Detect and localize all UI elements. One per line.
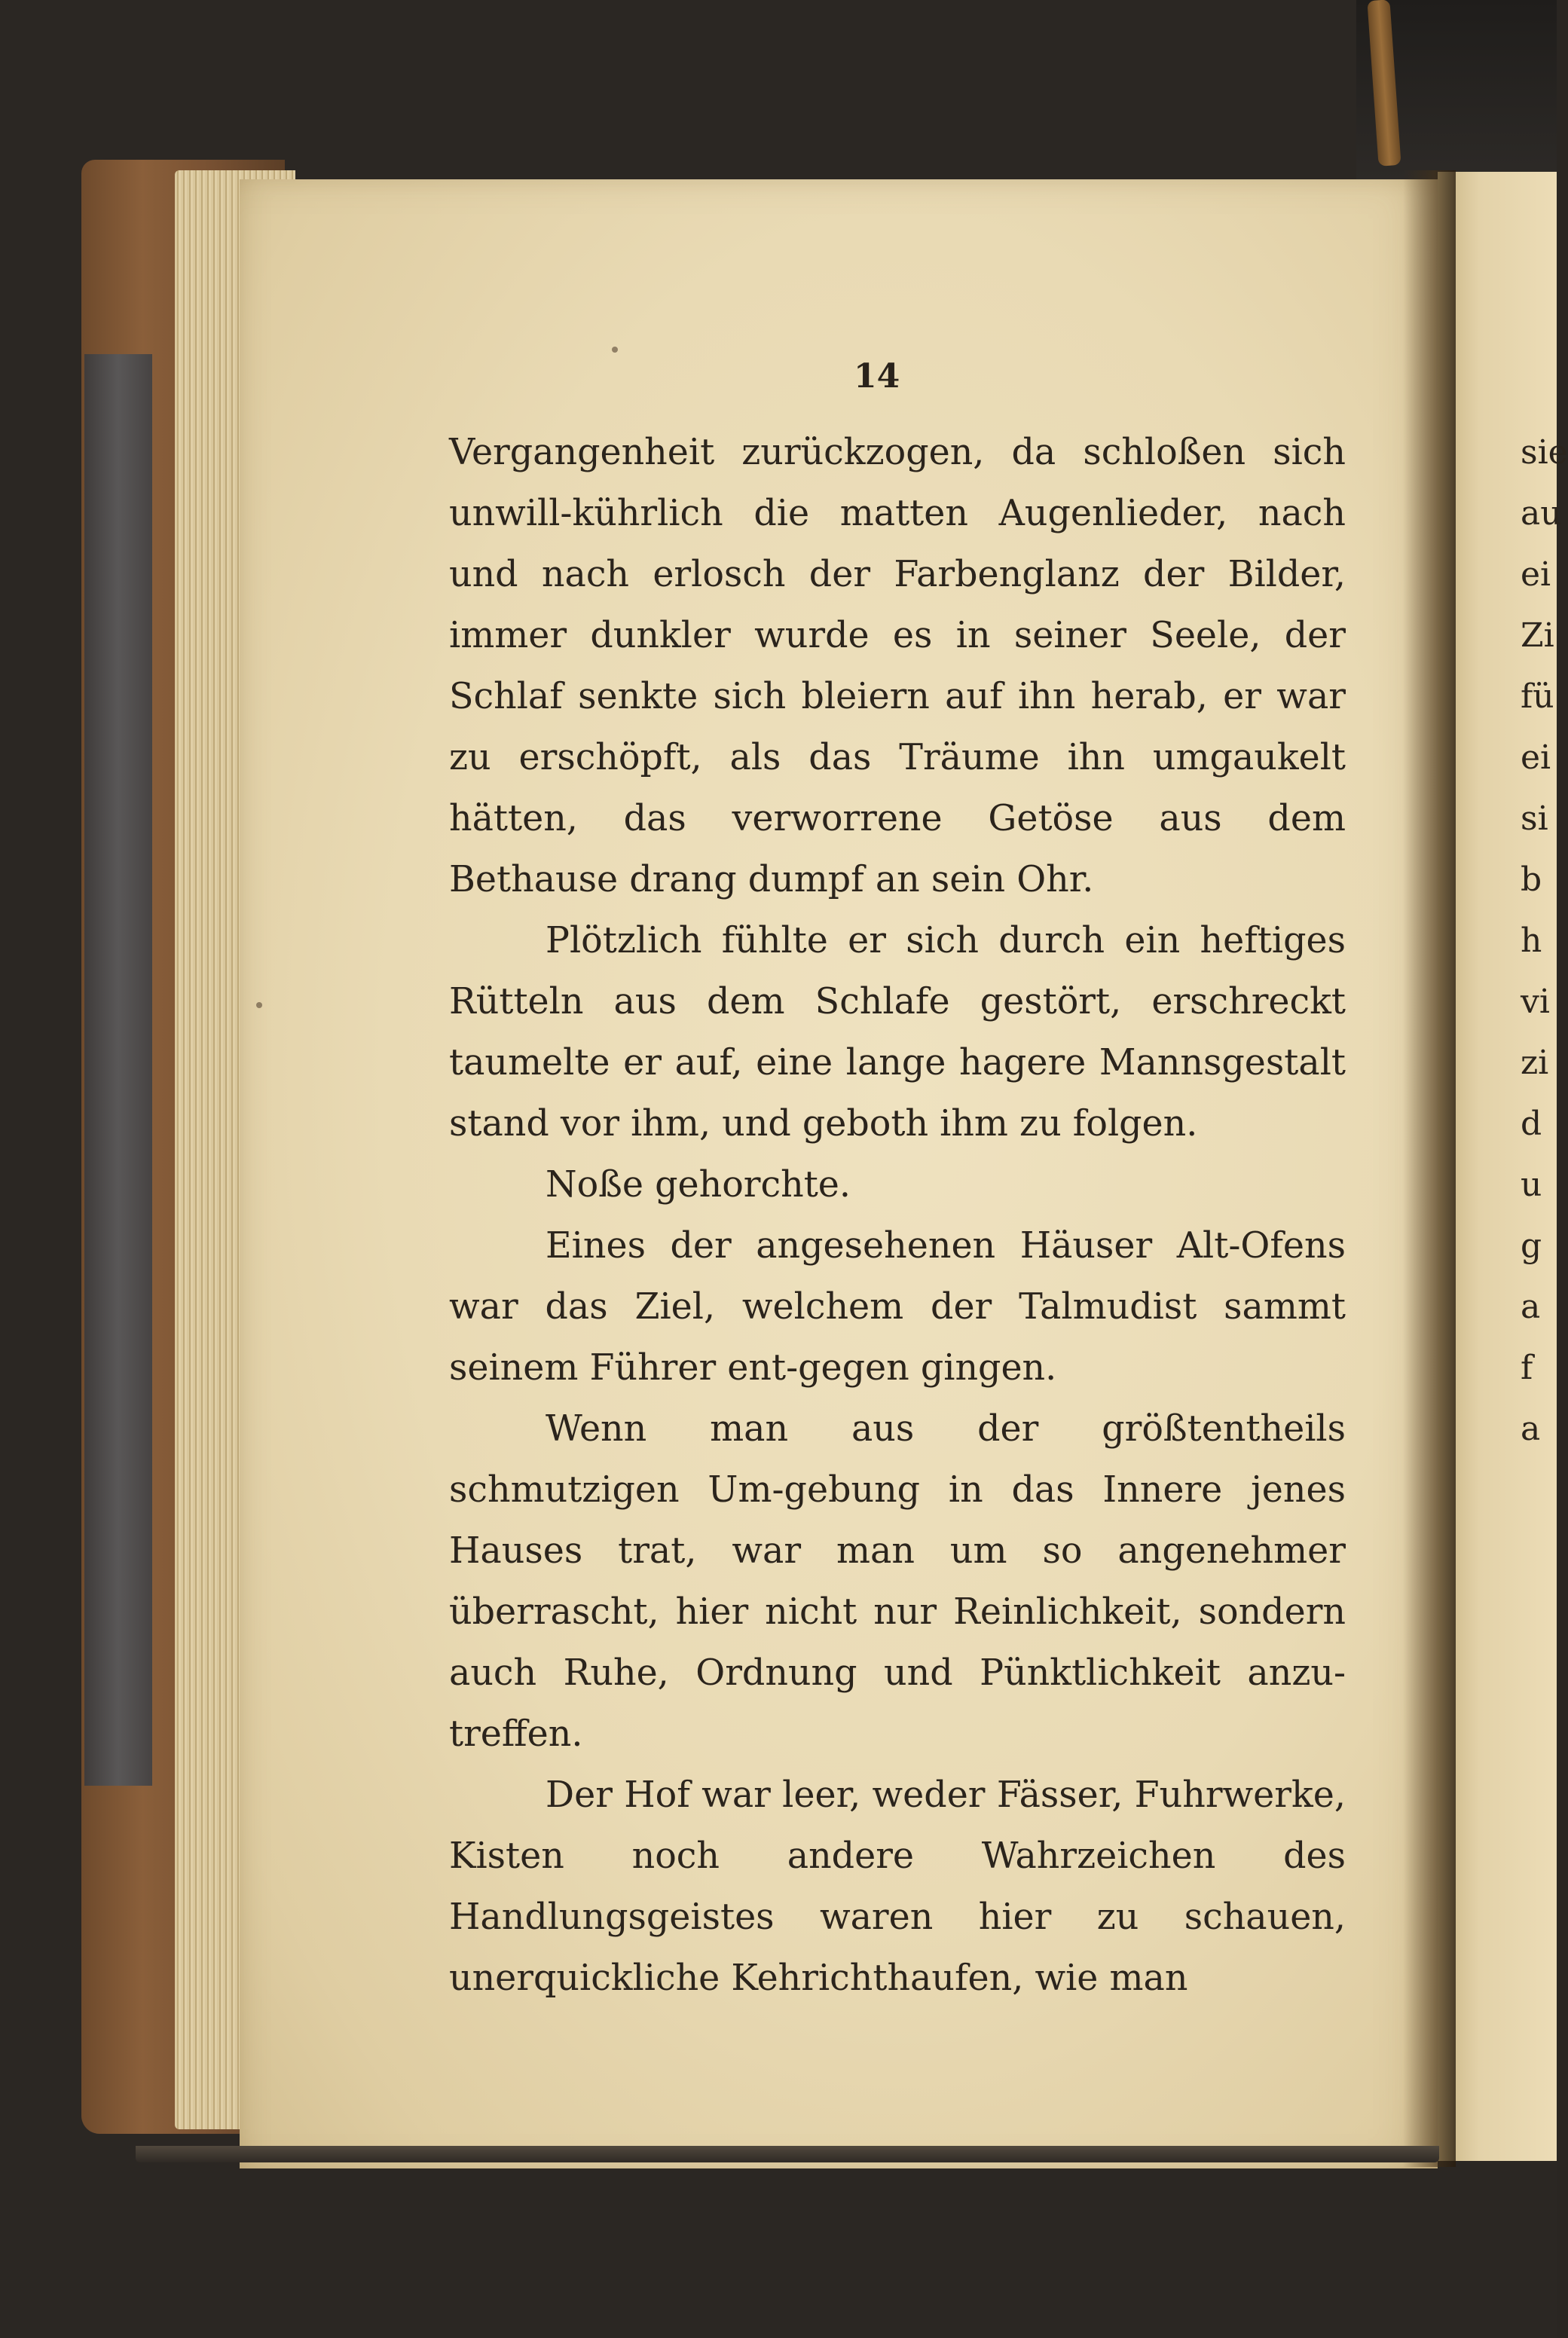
facing-page-fragment: Zi — [1521, 616, 1554, 655]
facing-page-fragment: au — [1521, 494, 1562, 533]
paragraph: Plötzlich fühlte er sich durch ein heftiges Rütteln aus dem Schlafe gestört, erschreckt taumelte er auf, eine lange hagere Mannsgestalt stand vor ihm, und geboth ihm zu folgen. — [449, 920, 1346, 1145]
facing-page-fragment: sie — [1521, 433, 1568, 472]
facing-page-fragment: d — [1521, 1105, 1542, 1143]
facing-page-fragment: b — [1521, 860, 1542, 899]
facing-page-fragment: h — [1521, 921, 1542, 960]
facing-page-fragment: a — [1521, 1288, 1541, 1326]
paper-speck — [612, 347, 618, 353]
facing-page-fragment: g — [1521, 1227, 1542, 1265]
cover-spine-band — [84, 354, 152, 1786]
paragraph: Vergangenheit zurückzogen, da schloßen sich unwill-kührlich die matten Augenlieder, nach und nach erlosch der Farbenglanz der Bilder, immer dunkler wurde es in seiner Seele, der Schlaf senkte sich bleiern auf ihn herab, er war zu erschöpft, als das Träume ihn umgaukelt hätten, das verworrene Getöse aus dem Bethause drang dumpf an sein Ohr. — [449, 432, 1346, 900]
facing-page-text-fragments — [1521, 422, 1568, 1459]
body-text — [449, 422, 1346, 2009]
facing-page-fragment: a — [1521, 1410, 1541, 1448]
gutter-shadow — [1403, 170, 1456, 2167]
paragraph: Noße gehorchte. — [546, 1164, 851, 1206]
facing-page-fragment: f — [1521, 1349, 1533, 1387]
facing-page-fragment: ei — [1521, 738, 1551, 777]
facing-page-fragment: zi — [1521, 1044, 1549, 1082]
facing-page-fragment: ei — [1521, 555, 1551, 594]
facing-page-fragment: u — [1521, 1166, 1542, 1204]
cover-bottom-edge — [136, 2146, 1439, 2162]
paragraph: Wenn man aus der größtentheils schmutzigen Um-gebung in das Innere jenes Hauses trat, war man um so angenehmer überrascht, hier nicht nur Reinlichkeit, sondern auch Ruhe, Ordnung und Pünktlichkeit anzu-treffen. — [449, 1408, 1346, 1755]
paragraph: Eines der angesehenen Häuser Alt-Ofens war das Ziel, welchem der Talmudist sammt seinem Führer ent-gegen gingen. — [449, 1225, 1346, 1389]
paper-speck — [256, 1002, 262, 1008]
page-number: 14 — [854, 357, 900, 396]
facing-page-fragment: si — [1521, 799, 1548, 838]
facing-page-fragment: fü — [1521, 677, 1554, 716]
facing-page-fragment: vi — [1521, 983, 1550, 1021]
paragraph: Der Hof war leer, weder Fässer, Fuhrwerke, Kisten noch andere Wahrzeichen des Handlungsgeistes waren hier zu schauen, unerquickliche Kehrichthaufen, wie man — [449, 1774, 1346, 1999]
